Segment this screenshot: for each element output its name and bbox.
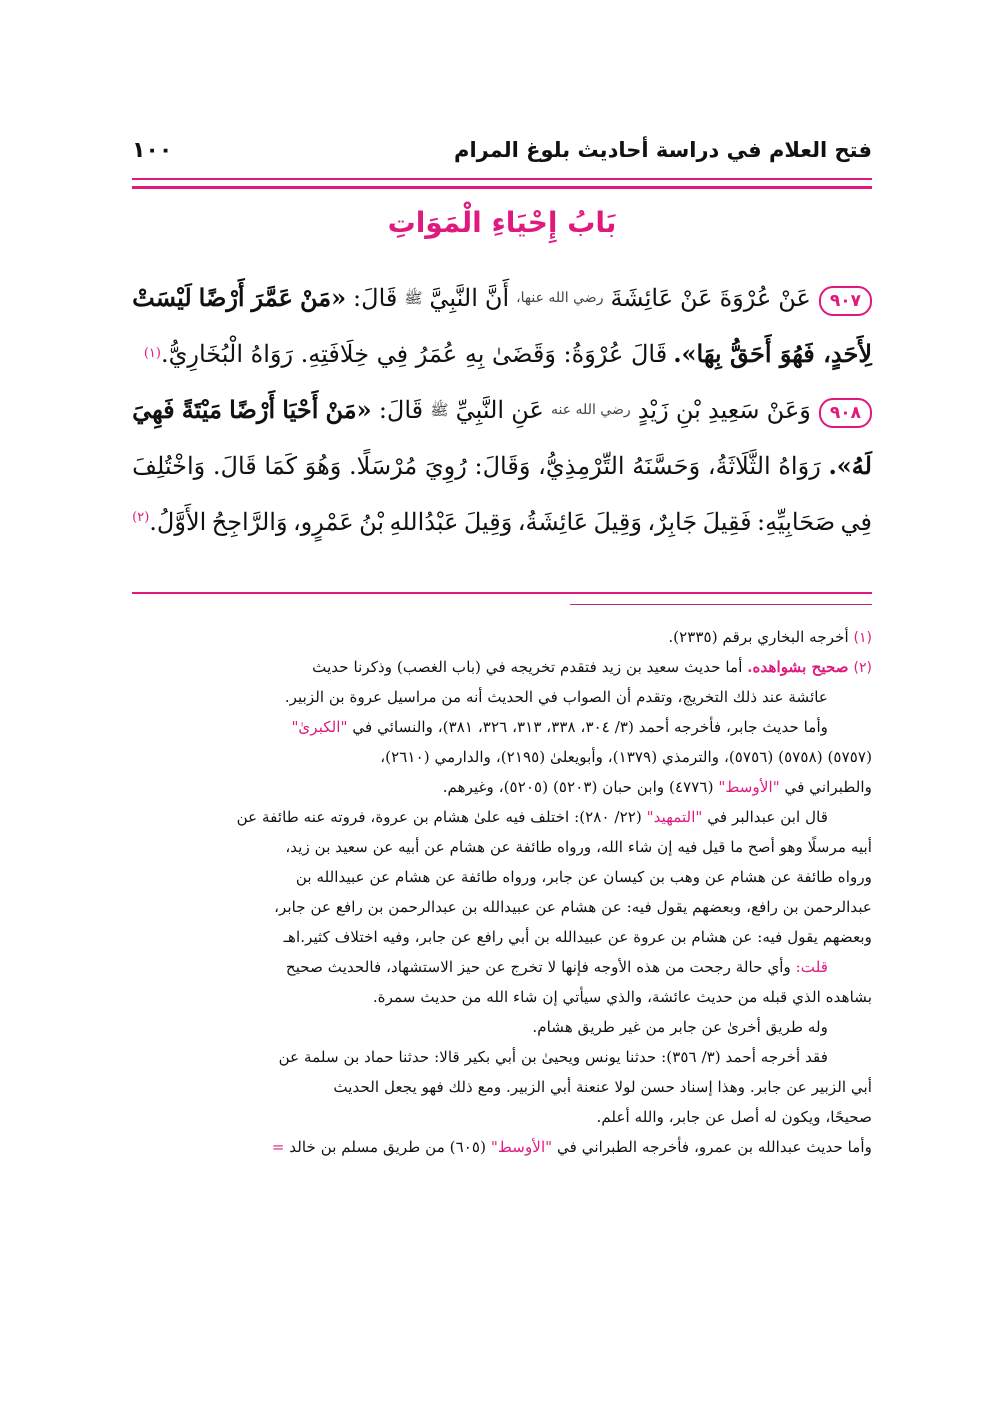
footnote-2-line: بشاهده الذي قبله من حديث عائشة، والذي سيأتي إن شاء الله من حديث سمرة. [372,988,872,1006]
hadith-number-badge: ٩٠٨ [819,398,872,428]
hadith-word: فَقِيلَ [702,508,752,536]
footnote-text: والطبراني في [784,778,872,796]
hadith-word: النَّبِيَّ [429,284,478,312]
hadith-word: أَنَّ [484,284,510,312]
hadith-word: وَالرَّاجِحُ [211,508,288,536]
hadith-word: عَائِشَةَ [610,284,674,312]
footnote-text: أخرجه البخاري برقم (٢٣٣٥). [668,628,849,646]
hadith-word: قَالَ: [378,396,424,424]
footnote-1 [132,622,872,652]
hadith-907-line-2: لِأَحَدٍ، فَهُوَ أَحَقُّ بِهَا». قَالَ عُرْوَةُ: وَقَضَىٰ بِهِ عُمَرُ فِي خِلَافَتِهِ. رَوَاهُ الْبُخَارِيُّ. (١) [132,326,872,382]
hadith-word: أَرْضًا [229,395,276,424]
book-ref: "الأوسط" [718,778,780,796]
hadith-quote: لِأَحَدٍ، فَهُوَ أَحَقُّ بِهَا». [673,339,872,368]
hadith-word: وَقِيلَ [593,508,642,536]
footnote-text: (٦٠٥) من طريق مسلم بن خالد [289,1138,487,1156]
footnote-2-line: أبي الزبير عن جابر. وهذا إسناد حسن لولا عنعنة أبي الزبير. ومع ذلك فهو يجعل الحديث [333,1078,872,1096]
hadith-word: عَمْرٍو، [292,508,354,536]
footnote-text: (٢٢/ ٢٨٠): اختلف فيه علىٰ هشام بن عروة، فروته عنه طائفة عن [236,808,642,826]
hadith-word: عَنْ [680,284,713,312]
footnote-2-line [132,712,872,742]
hadith-word: بْنِ [675,396,701,424]
footnote-2-line: أبيه مرسلًا وهو أصح ما قيل فيه إن شاء الله، ورواه طائفة عن هشام عن أبيه عن سعيد بن زيد، [285,838,872,856]
hadith-908-number-group [767,382,872,438]
hadith-word: أَرْضًا [198,283,245,312]
footnote-separator-thick [132,592,872,594]
hadith-907-line-1 [132,270,872,326]
header-rule-thick [132,186,872,189]
hadith-word: رَوَاهُ [778,452,821,480]
hadith-quote: لَهُ». [828,451,872,480]
hadith-word: كَمَا [264,452,298,480]
note-marker: قلت: [795,958,828,976]
hadith-word: فَهِيَ [132,395,175,424]
book-title: فتح العلام في دراسة أحاديث بلوغ المرام [454,138,872,162]
hadith-908-line-1 [132,382,872,438]
hadith-word: مُرْسَلًا. [349,452,418,480]
hadith-word: عَبْدُاللهِ [389,508,459,536]
hadith-908-line-3 [132,494,872,550]
hadith-word: ﷺ [430,401,449,419]
hadith-word: وَعَنْ [766,396,811,424]
hadith-word: أَحْيَا [282,395,319,424]
footnote-reference[interactable]: (٢) [132,510,150,525]
header-rule-thin [132,178,872,180]
running-header [132,132,872,168]
book-ref: "الأوسط" [490,1138,553,1156]
hadith-word: زَيْدٍ [637,396,669,424]
hadith-word: مَيْتَةً [181,395,222,424]
hadith-word: جَابِرٌ، [647,508,698,536]
hadith-word: «مَنْ [299,283,347,312]
footnotes [132,622,872,1162]
hadith-word: لَيْسَتْ [132,283,192,312]
footnote-2-line: ورواه طائفة عن هشام عن وهب بن كيسان عن جابر، ورواه طائفة عن هشام عن عبيدالله بن [295,868,872,886]
footnote-2-line: عبدالرحمن بن رافع، وبعضهم يقول فيه: عن هشام عن عبيدالله بن عبدالرحمن بن رافع عن جابر، [274,898,872,916]
footnote-2-line [132,1132,872,1162]
book-ref: "الكبرىٰ" [291,718,348,736]
footnote-2-line [132,652,872,682]
grading-label: صحيح بشواهده. [747,658,849,676]
hadith-word: عُرْوَةَ [719,284,772,312]
hadith-word: رضي الله عنه [551,402,631,418]
footnote-2-line [132,802,872,832]
footnote-separator-thin [570,604,872,605]
footnote-text: قال ابن عبدالبر في [707,808,828,826]
hadith-word: عَمَّرَ [251,283,293,312]
hadith-word: قَالَ: [353,284,398,312]
footnote-2-line [132,952,872,982]
hadith-word: النَّبِيِّ [455,396,505,424]
footnote-2-line: صحيحًا، ويكون له أصل عن جابر، والله أعلم. [596,1108,872,1126]
footnote-2-line: فقد أخرجه أحمد (٣/ ٣٥٦): حدثنا يونس ويحيىٰ بن أبي بكير قالا: حدثنا حماد بن سلمة عن [278,1048,828,1066]
footnote-text: وأي حالة رجحت من هذه الأوجه فإنها لا تخرج عن حيز الاستشهاد، فالحديث صحيح [285,958,791,976]
footnote-text: وأما حديث عبدالله بن عمرو، فأخرجه الطبراني في [557,1138,872,1156]
hadith-text [132,270,872,550]
hadith-word: التِّرْمِذِيُّ، [538,452,625,480]
hadith-word: وَحَسَّنَهُ [632,452,701,480]
hadith-word: عَائِشَةُ، [517,508,589,536]
footnote-text: وأما حديث جابر، فأخرجه أحمد (٣/ ٣٠٤، ٣٣٨، ٣١٣، ٣٢٦، ٣٨١)، والنسائي في [352,718,828,736]
footnote-text: (٤٧٧٦) وابن حبان (٥٢٠٣) (٥٢٠٥)، وغيرهم. [442,778,714,796]
hadith-word: «مَنْ [325,395,372,424]
hadith-word: رضي الله عنها، [516,290,604,306]
book-ref: "التمهيد" [646,808,703,826]
hadith-908-line-2 [132,438,872,494]
footnote-2-line: وبعضهم يقول فيه: عن هشام بن عروة عن عبيدالله بن أبي رافع عن جابر، وفيه اختلاف كثير.اهـ [283,928,872,946]
page-number: ١٠٠ [132,137,173,163]
hadith-word: قَالَ. [212,452,257,480]
chapter-title: بَابُ إِحْيَاءِ الْمَوَاتِ [387,206,617,239]
hadith-narration: قَالَ عُرْوَةُ: وَقَضَىٰ بِهِ عُمَرُ فِي خِلَافَتِهِ. رَوَاهُ الْبُخَارِيُّ. [160,340,668,368]
footnote-label: (١) [853,630,872,646]
hadith-word: وَهُوَ [304,452,342,480]
footnote-2-line: عائشة عند ذلك التخريج، وتقدم أن الصواب في الحديث أنه من مراسيل عروة بن الزبير. [284,688,828,706]
hadith-word: سَعِيدِ [707,396,760,424]
hadith-word: فِي [840,508,872,536]
hadith-word: عَنِ [511,396,544,424]
hadith-word: وَقِيلَ [463,508,513,536]
footnote-2-line: (٥٧٥٧) (٥٧٥٨) (٥٧٥٦)، والترمذي (١٣٧٩)، وأبويعلىٰ (٢١٩٥)، والدارمي (٢٦١٠)، [380,748,872,766]
hadith-number-badge: ٩٠٧ [819,286,872,316]
hadith-word: وَقَالَ: [474,452,531,480]
hadith-word: صَحَابِيِّهِ: [757,508,836,536]
hadith-word: عَنْ [778,284,811,312]
continuation-mark: = [271,1138,285,1156]
footnote-2-line: وله طريق أخرىٰ عن جابر من غير طريق هشام. [532,1018,828,1036]
hadith-word: وَاخْتُلِفَ [132,452,206,480]
hadith-last-word-group [132,494,206,550]
hadith-word: بْنُ [359,508,385,536]
footnote-label: (٢) [853,660,872,676]
hadith-word: الأَوَّلُ. [149,508,207,536]
footnote-text: أما حديث سعيد بن زيد فتقدم تخريجه في (باب الغصب) وذكرنا حديث [312,658,743,676]
footnote-2-line [132,772,872,802]
hadith-word: ﷺ [404,289,423,307]
hadith-word: رُوِيَ [424,452,467,480]
hadith-907-number-group [778,270,872,326]
hadith-word: الثَّلَاثَةُ، [707,452,771,480]
